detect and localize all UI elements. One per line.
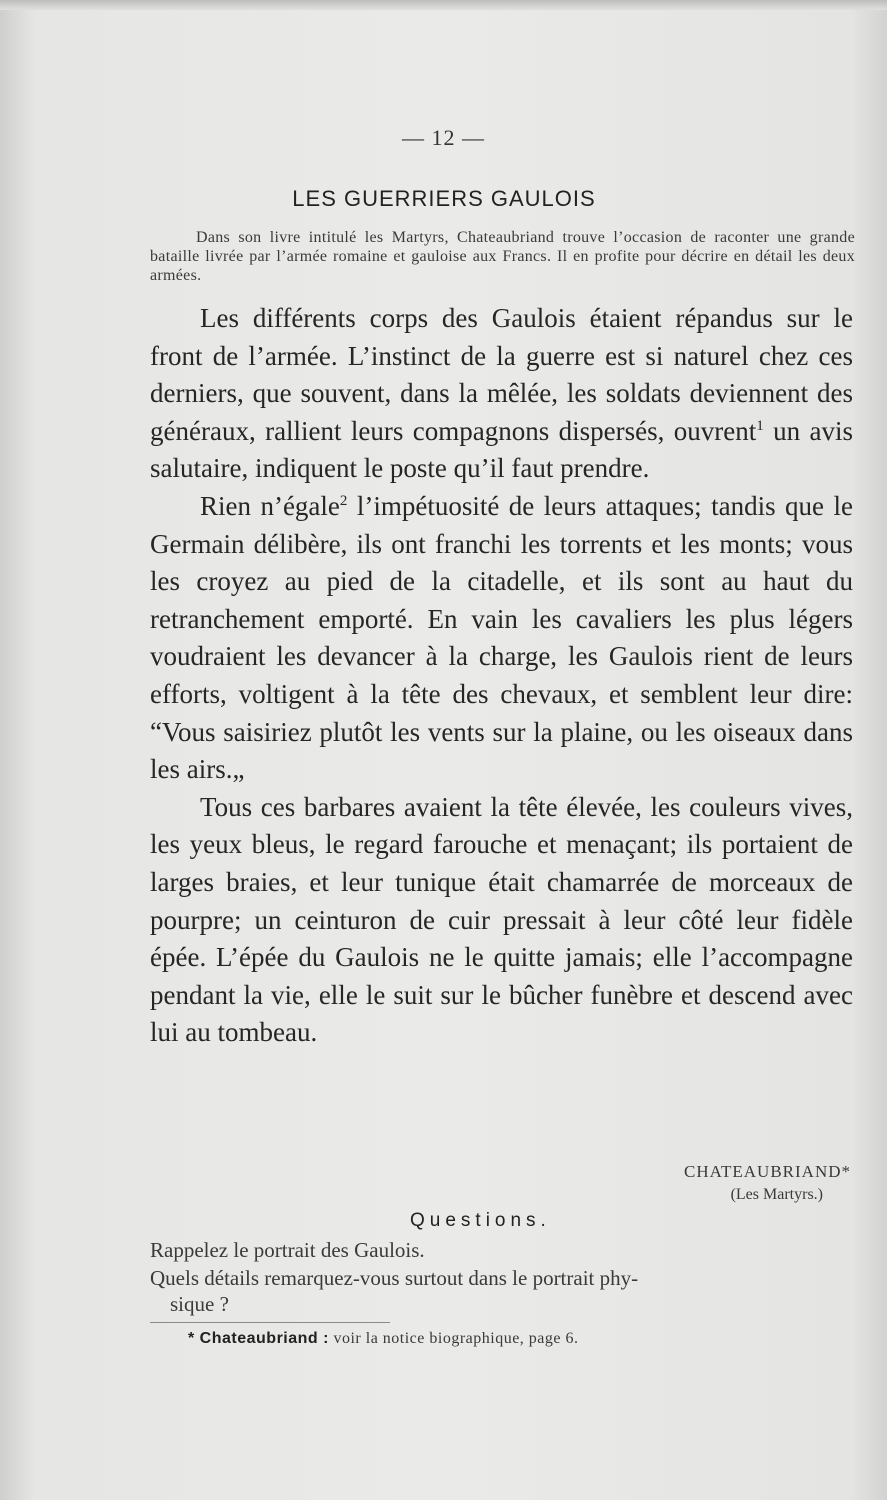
- footnote: [188, 1330, 579, 1348]
- intro-paragraph: Dans son livre intitulé les Martyrs, Chateaubriand trouve l’occasion de raconter une grande bataille livrée par l’armée romaine et gauloise aux Francs. Il en profite pour décrire en détail les deux armées.: [150, 229, 855, 284]
- paragraph-3-part-a: Tous ces barbares avaient la tête élevée, les couleurs vives, les yeux bleus, le regard farouche et menaçant; ils portaient de larges braies, et leur tunique était chamarrée de morceaux de pourpre; un ceinturon de cuir pressait à leur côté leur fidèle épée. L’épée du Gaulois ne le quitte jamais; elle l’accompagne pendant la vie, elle le suit sur le bûcher funèbre et descend avec lui au tombeau.: [150, 791, 853, 1048]
- footnote-marker-1: 1: [756, 417, 764, 434]
- paragraph-2: [150, 488, 853, 789]
- author-name: CHATEAUBRIAND*: [684, 1162, 851, 1181]
- page-number: — 12 —: [402, 125, 485, 150]
- paragraph-1-part-b: un avis salutaire, indiquent le poste qu’il faut prendre.: [150, 415, 854, 484]
- paragraph-1: [150, 300, 853, 488]
- chapter-title: LES GUERRIERS GAULOIS: [292, 186, 596, 211]
- question-1: Rappelez le portrait des Gaulois.: [150, 1238, 425, 1262]
- question-2: Quels détails remarquez-vous surtout dans le portrait phy-: [150, 1266, 639, 1290]
- main-text: [150, 300, 853, 1052]
- paragraph-3: [150, 789, 853, 1052]
- source-title: (Les Martyrs.): [730, 1186, 823, 1203]
- footnote-label: * Chateaubriand :: [188, 1330, 329, 1347]
- footnote-text: voir la notice biographique, page 6.: [328, 1330, 579, 1347]
- paragraph-2-part-b: l’impétuosité de leurs attaques; tandis que le Germain délibère, ils ont franchi les torrents et les monts; vous les croyez au pied de la citadelle, et ils sont au haut du retranchement emporté. En vain les cavaliers les plus légers voudraient les devancer à la charge, les Gaulois rient de leurs efforts, voltigent à la tête des chevaux, et semblent leur dire: “Vous saisiriez plutôt les vents sur la plaine, ou les oiseaux dans les airs.„: [150, 490, 853, 785]
- question-2-continued: sique ?: [170, 1292, 229, 1316]
- footnote-marker-2: 2: [339, 492, 348, 509]
- paragraph-1-part-a: Les différents corps des Gaulois étaient répandus sur le front de l’armée. L’instinct de la guerre est si naturel chez ces derniers, que souvent, dans la mêlée, les soldats deviennent des généraux, rallient leurs compagnons dispersés, ouvrent: [150, 303, 853, 446]
- footnote-divider: [150, 1322, 390, 1323]
- paragraph-2-part-a: Rien n’égale: [200, 490, 340, 521]
- questions-heading: Questions.: [410, 1210, 551, 1231]
- page-top-edge: [0, 0, 887, 10]
